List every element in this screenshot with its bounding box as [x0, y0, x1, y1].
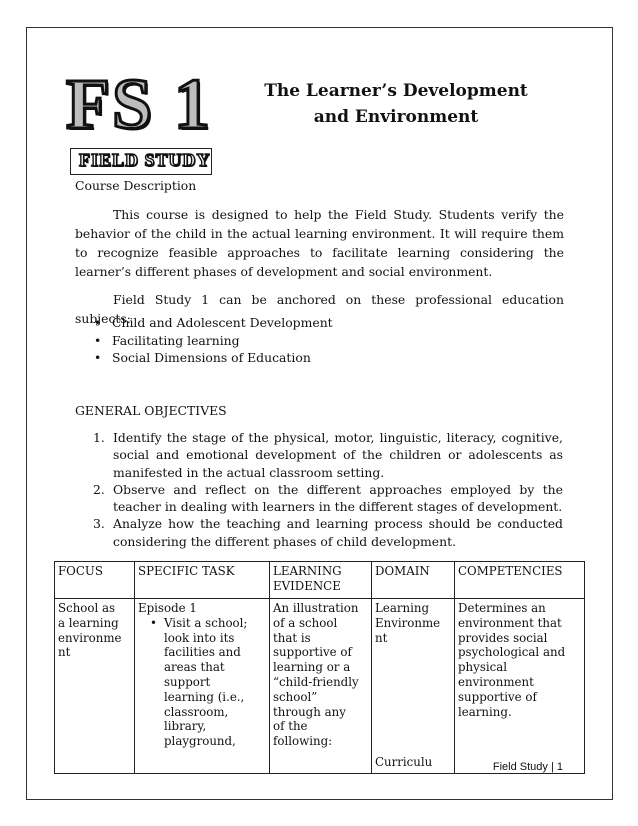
page-title	[236, 78, 556, 130]
task-bullet	[150, 616, 266, 749]
cell-line: support	[164, 674, 211, 689]
list-item	[93, 429, 563, 481]
cell-line: psychological and	[458, 645, 566, 660]
cell-line: nt	[58, 645, 71, 660]
cell-line: that is	[273, 630, 311, 645]
course-description-paragraph: This course is designed to help the Field Study. Students verify the behavior of the child in the actual learning environment. It will require them to recognize feasible approaches to facilitate learning considering the learner’s different phases of development and social environment.	[75, 207, 564, 279]
title-line-1: The Learner’s Development	[264, 81, 528, 101]
column-header-competencies: COMPETENCIES	[455, 562, 585, 599]
cell-line: physical	[458, 660, 508, 675]
column-header-focus: FOCUS	[55, 562, 135, 599]
cell-line: Curriculu	[375, 755, 433, 770]
objectives-list	[93, 429, 563, 550]
course-description-heading: Course Description	[75, 178, 197, 193]
cell-line: look into its	[164, 630, 235, 645]
fs1-logo: FS 1	[66, 64, 213, 144]
list-item: • Social Dimensions of Education	[94, 349, 333, 367]
cell-line: nt	[375, 630, 388, 645]
table-header-row	[55, 562, 585, 599]
column-header-domain: DOMAIN	[372, 562, 455, 599]
cell-line: supportive of	[458, 689, 537, 704]
cell-specific-task	[135, 599, 270, 774]
cell-line: learning (i.e.,	[164, 689, 245, 704]
cell-line: Environme	[375, 615, 441, 630]
objective-text: Observe and reflect on the different approaches employed by the teacher in dealing with learners in the different stages of development.	[113, 481, 563, 515]
cell-line: School as	[58, 601, 116, 615]
objective-number: 2.	[93, 481, 105, 497]
cell-line: a learning	[58, 615, 119, 630]
cell-line: following:	[273, 734, 333, 749]
cell-line: environment	[458, 674, 534, 689]
cell-line: areas that	[164, 660, 225, 675]
list-item: • Child and Adolescent Development	[94, 314, 333, 332]
page-footer: Field Study | 1	[492, 761, 563, 773]
objective-text: Analyze how the teaching and learning process should be conducted considering the different phases of child development.	[113, 516, 563, 549]
column-header-learning-evidence: LEARNING EVIDENCE	[270, 562, 372, 599]
cell-line: environme	[58, 630, 122, 645]
cell-line: school”	[273, 689, 318, 704]
cell-line: facilities and	[164, 645, 241, 660]
cell-domain	[372, 599, 455, 774]
cell-line: provides social	[458, 630, 548, 645]
column-header-specific-task: SPECIFIC TASK	[135, 562, 270, 599]
logo-subtitle: FIELD STUDY	[79, 150, 211, 170]
subjects-list	[94, 314, 333, 367]
table-row	[55, 599, 585, 774]
cell-line: Determines an	[458, 601, 546, 615]
title-line-2: and Environment	[313, 107, 479, 127]
anchor-subjects-intro: Field Study 1 can be anchored on these professional education subjects:	[75, 292, 564, 326]
cell-line: playground,	[164, 734, 236, 749]
list-item	[93, 481, 563, 516]
cell-line: “child-friendly	[273, 674, 359, 689]
objective-number: 3.	[93, 516, 105, 532]
episode-label: Episode 1	[138, 601, 197, 615]
field-study-table	[54, 561, 585, 774]
cell-line: through any	[273, 704, 346, 719]
objective-text: Identify the stage of the physical, motor, linguistic, literacy, cognitive, social and emotional development of the children or adolescents as manifested in the actual classroom setting.	[113, 430, 563, 480]
cell-learning-evidence	[270, 599, 372, 774]
cell-focus	[55, 599, 135, 774]
cell-line: of a school	[273, 615, 338, 630]
cell-line: An illustration	[273, 601, 359, 615]
cell-line: Learning	[375, 601, 430, 615]
cell-line: • Visit a school;	[164, 615, 248, 630]
cell-line: environment that	[458, 615, 562, 630]
cell-line: classroom,	[164, 704, 229, 719]
objective-number: 1.	[93, 430, 105, 445]
cell-line: supportive of	[273, 645, 352, 660]
list-item: • Facilitating learning	[94, 332, 333, 350]
cell-line: of the	[273, 719, 308, 734]
cell-line: learning or a	[273, 660, 351, 675]
list-item	[93, 515, 563, 550]
cell-competencies	[455, 599, 585, 774]
cell-line: library,	[164, 719, 207, 734]
objectives-heading: GENERAL OBJECTIVES	[75, 403, 227, 418]
cell-line: learning.	[458, 704, 512, 719]
